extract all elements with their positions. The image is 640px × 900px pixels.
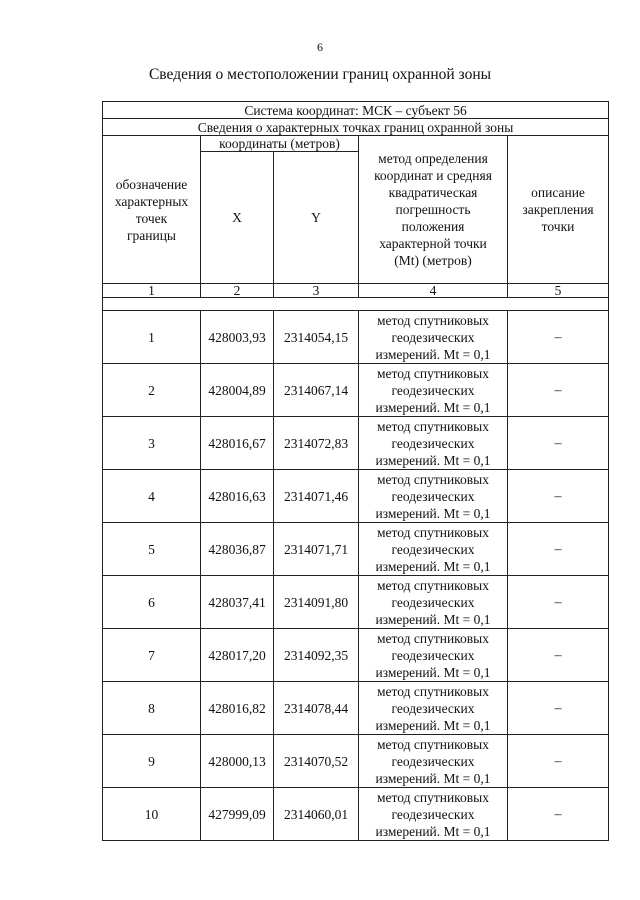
header-line: положения <box>401 219 465 234</box>
point-id-cell: 3 <box>103 417 201 470</box>
x-coordinate-cell: 428016,67 <box>201 417 274 470</box>
method-line: геодезических <box>391 435 475 451</box>
method-line: геодезических <box>391 806 475 822</box>
x-coordinate-cell: 427999,09 <box>201 788 274 841</box>
y-header: Y <box>274 152 359 284</box>
method-line: геодезических <box>391 647 475 663</box>
header-row <box>103 136 609 152</box>
document-title: Сведения о местоположении границ охранной зоны <box>148 66 492 83</box>
y-coordinate-cell: 2314091,80 <box>274 576 359 629</box>
method-cell <box>359 523 508 576</box>
y-coordinate-cell: 2314070,52 <box>274 735 359 788</box>
method-header <box>359 136 508 284</box>
x-coordinate-cell: 428036,87 <box>201 523 274 576</box>
header-line: погрешность <box>395 202 471 217</box>
y-coordinate-cell: 2314078,44 <box>274 682 359 735</box>
spacer-row <box>103 298 609 311</box>
method-line: измерений. Mt = 0,1 <box>375 664 491 680</box>
table-row <box>103 470 609 523</box>
column-number-row <box>103 284 609 298</box>
method-cell <box>359 364 508 417</box>
method-cell <box>359 311 508 364</box>
header-line: описание <box>531 185 585 200</box>
x-coordinate-cell: 428004,89 <box>201 364 274 417</box>
table-row <box>103 364 609 417</box>
x-coordinate-cell: 428000,13 <box>201 735 274 788</box>
method-line: измерений. Mt = 0,1 <box>375 505 491 521</box>
header-line: квадратическая <box>388 185 478 200</box>
method-line: геодезических <box>391 753 475 769</box>
description-cell: – <box>508 470 609 523</box>
description-cell: – <box>508 788 609 841</box>
subtitle-row <box>103 119 609 136</box>
description-cell: – <box>508 523 609 576</box>
y-coordinate-cell: 2314071,71 <box>274 523 359 576</box>
method-line: измерений. Mt = 0,1 <box>375 399 491 415</box>
method-line: измерений. Mt = 0,1 <box>375 611 491 627</box>
method-line: метод спутниковых <box>377 471 489 487</box>
description-cell: – <box>508 364 609 417</box>
coordinate-system-cell: Система координат: МСК – субъект 56 <box>103 102 609 119</box>
description-cell: – <box>508 629 609 682</box>
description-cell: – <box>508 417 609 470</box>
description-cell: – <box>508 735 609 788</box>
header-line: закрепления <box>522 202 594 217</box>
method-line: метод спутниковых <box>377 789 489 805</box>
method-line: геодезических <box>391 488 475 504</box>
method-line: метод спутниковых <box>377 577 489 593</box>
header-line: (Mt) (метров) <box>394 253 472 268</box>
method-line: геодезических <box>391 382 475 398</box>
header-line: границы <box>126 227 177 243</box>
point-id-cell: 2 <box>103 364 201 417</box>
y-coordinate-cell: 2314060,01 <box>274 788 359 841</box>
y-coordinate-cell: 2314067,14 <box>274 364 359 417</box>
method-cell <box>359 788 508 841</box>
x-coordinate-cell: 428017,20 <box>201 629 274 682</box>
method-line: метод спутниковых <box>377 630 489 646</box>
point-id-cell: 8 <box>103 682 201 735</box>
x-coordinate-cell: 428003,93 <box>201 311 274 364</box>
y-coordinate-cell: 2314054,15 <box>274 311 359 364</box>
method-line: метод спутниковых <box>377 736 489 752</box>
method-cell <box>359 576 508 629</box>
column-number: 2 <box>201 284 274 298</box>
point-id-cell: 6 <box>103 576 201 629</box>
coordinate-system-row <box>103 102 609 119</box>
x-coordinate-cell: 428037,41 <box>201 576 274 629</box>
header-line: характерных <box>114 193 189 209</box>
method-line: измерений. Mt = 0,1 <box>375 823 491 839</box>
method-cell <box>359 629 508 682</box>
header-line: точек <box>135 210 168 226</box>
method-cell <box>359 735 508 788</box>
column-number: 4 <box>359 284 508 298</box>
description-cell: – <box>508 682 609 735</box>
method-line: измерений. Mt = 0,1 <box>375 770 491 786</box>
method-line: метод спутниковых <box>377 524 489 540</box>
y-coordinate-cell: 2314071,46 <box>274 470 359 523</box>
header-line: точки <box>541 219 575 234</box>
subtitle-cell: Сведения о характерных точках границ охранной зоны <box>103 119 609 136</box>
y-coordinate-cell: 2314092,35 <box>274 629 359 682</box>
x-coordinate-cell: 428016,63 <box>201 470 274 523</box>
table-row <box>103 629 609 682</box>
method-line: измерений. Mt = 0,1 <box>375 452 491 468</box>
description-header <box>508 136 609 284</box>
column-number: 5 <box>508 284 609 298</box>
x-coordinate-cell: 428016,82 <box>201 682 274 735</box>
header-line: характерной точки <box>379 236 487 251</box>
x-header: X <box>201 152 274 284</box>
point-id-cell: 10 <box>103 788 201 841</box>
table-body <box>103 102 609 841</box>
table-row <box>103 735 609 788</box>
method-line: метод спутниковых <box>377 312 489 328</box>
method-cell <box>359 470 508 523</box>
method-line: измерений. Mt = 0,1 <box>375 558 491 574</box>
point-id-cell: 7 <box>103 629 201 682</box>
column-number: 1 <box>103 284 201 298</box>
method-line: метод спутниковых <box>377 365 489 381</box>
page-number: 6 <box>317 40 323 54</box>
column-number: 3 <box>274 284 359 298</box>
method-line: геодезических <box>391 541 475 557</box>
spacer-cell <box>103 298 609 311</box>
method-line: геодезических <box>391 594 475 610</box>
point-id-cell: 1 <box>103 311 201 364</box>
coordinates-header: координаты (метров) <box>201 136 359 152</box>
table-row <box>103 417 609 470</box>
header-line: координат и средняя <box>374 168 492 183</box>
method-line: геодезических <box>391 700 475 716</box>
y-coordinate-cell: 2314072,83 <box>274 417 359 470</box>
table-row <box>103 311 609 364</box>
method-cell <box>359 417 508 470</box>
table-row <box>103 788 609 841</box>
method-line: метод спутниковых <box>377 418 489 434</box>
method-cell <box>359 682 508 735</box>
header-line: обозначение <box>115 176 188 192</box>
table-row <box>103 682 609 735</box>
point-id-cell: 9 <box>103 735 201 788</box>
method-line: измерений. Mt = 0,1 <box>375 346 491 362</box>
header-line: метод определения <box>378 151 488 166</box>
method-line: измерений. Mt = 0,1 <box>375 717 491 733</box>
table-row <box>103 576 609 629</box>
method-line: метод спутниковых <box>377 683 489 699</box>
designation-header <box>103 136 201 284</box>
method-line: геодезических <box>391 329 475 345</box>
point-id-cell: 5 <box>103 523 201 576</box>
description-cell: – <box>508 311 609 364</box>
description-cell: – <box>508 576 609 629</box>
point-id-cell: 4 <box>103 470 201 523</box>
boundary-points-table <box>102 101 609 841</box>
table-row <box>103 523 609 576</box>
